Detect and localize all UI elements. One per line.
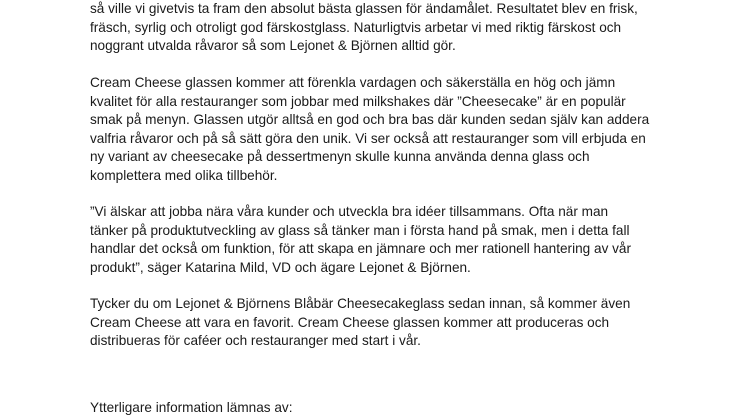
text-line: distribueras för caféer och restauranger med start i vår. xyxy=(90,333,421,348)
paragraph-contact-heading xyxy=(90,399,690,418)
paragraph-restaurant-benefits xyxy=(90,74,690,185)
paragraph-ceo-quote xyxy=(90,203,690,277)
paragraph-distribution xyxy=(90,295,690,351)
text-line: ny variant av cheesecake på dessertmenyn skulle kunna använda denna glass och xyxy=(90,149,590,164)
text-line: Cream Cheese glassen kommer att förenkla vardagen och säkerställa en hög och jämn xyxy=(90,75,616,90)
text-line: Ytterligare information lämnas av: xyxy=(90,400,293,415)
text-line: smak på menyn. Glassen utgör alltså en god och bra bas där kunden sedan själv kan addera xyxy=(90,112,650,127)
text-line: noggrant utvalda råvaror så som Lejonet & Björnen alltid gör. xyxy=(90,38,456,53)
text-line: komplettera med olika tillbehör. xyxy=(90,167,278,183)
text-line: handlar det också om funktion, för att skapa en jämnare och mer rationell hantering av vår xyxy=(90,241,632,256)
text-line: ”Vi älskar att jobba nära våra kunder och utveckla bra idéer tillsammans. Ofta när man xyxy=(90,204,609,219)
text-line: så ville vi givetvis ta fram den absolut bästa glassen för ändamålet. Resultatet blev en frisk, xyxy=(90,1,638,16)
text-line: kvalitet för alla restauranger som jobbar med milkshakes där ”Cheesecake” är en populär xyxy=(90,93,626,109)
paragraph-product-result xyxy=(90,0,690,56)
text-line: fräsch, syrlig och otroligt god färskostglass. Naturligtvis arbetar vi med riktig färskost och xyxy=(90,19,622,35)
text-line: valfria råvaror och på så sätt göra den unik. Vi ser också att restauranger som vill erbjuda en xyxy=(90,130,646,146)
text-line: Cream Cheese att vara en favorit. Cream Cheese glassen kommer att produceras och xyxy=(90,314,610,330)
text-line: Tycker du om Lejonet & Björnens Blåbär Cheesecakeglass sedan innan, så kommer även xyxy=(90,296,631,311)
text-line: produkt”, säger Katarina Mild, VD och ägare Lejonet & Björnen. xyxy=(90,259,471,275)
text-line: tänker på produktutveckling av glass så tänker man i första hand på smak, men i detta fall xyxy=(90,222,630,238)
